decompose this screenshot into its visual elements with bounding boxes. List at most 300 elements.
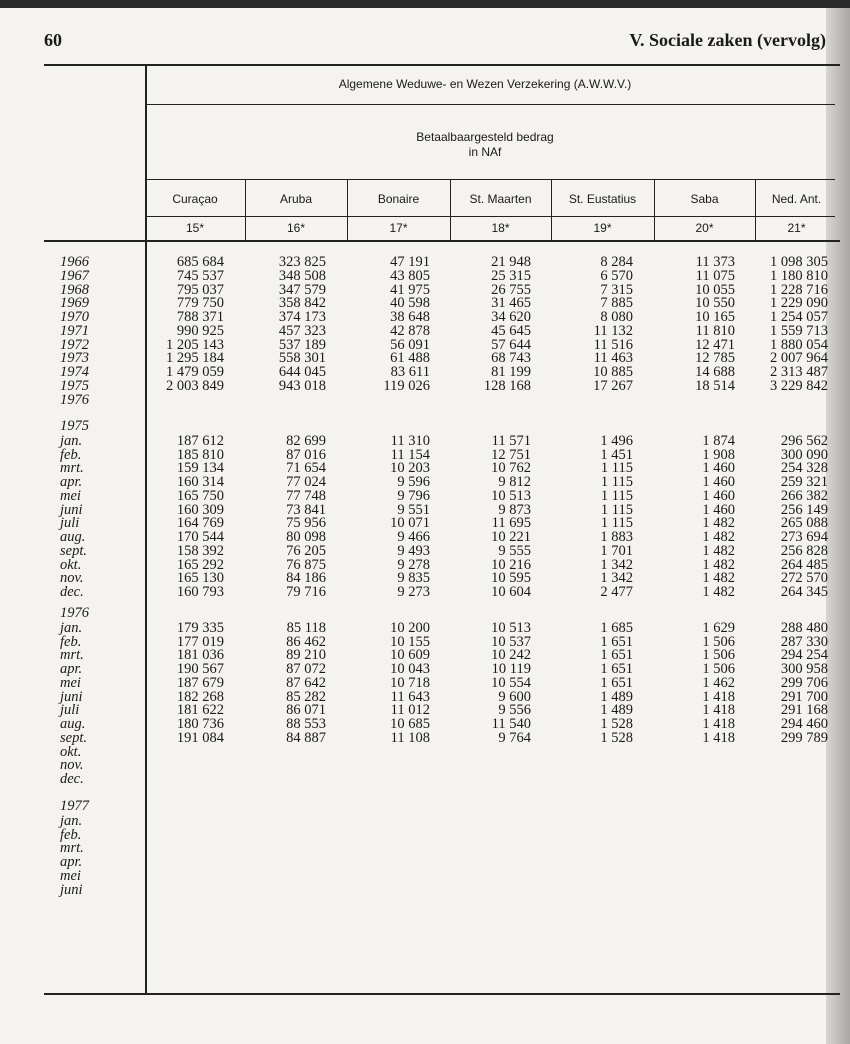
cell-value: 11 012 (390, 702, 430, 719)
cell-value: 1 460 (702, 460, 735, 477)
cell-value: 25 315 (491, 267, 531, 284)
row-label: 1968 (60, 281, 89, 298)
cell-value: 1 701 (600, 542, 633, 559)
cell-value: 56 091 (390, 336, 430, 353)
section-title: V. Sociale zaken (vervolg) (629, 30, 826, 50)
cell-value: 788 371 (176, 309, 224, 325)
cell-value: 288 480 (780, 619, 828, 636)
cell-value: 179 335 (176, 619, 224, 636)
row-label: dec. (60, 771, 84, 787)
row-label: nov. (60, 570, 84, 587)
cell-value: 1 098 305 (770, 254, 828, 270)
row-label: mei (60, 674, 81, 691)
cell-value: 2 477 (600, 584, 633, 600)
cell-value: 1 418 (702, 716, 735, 732)
cell-value: 1 651 (600, 661, 633, 677)
cell-value: 347 579 (278, 281, 326, 298)
cell-value: 1 874 (702, 432, 735, 449)
cell-value: 190 567 (176, 661, 224, 677)
column-number: 16* (286, 221, 306, 235)
row-label: mrt. (60, 840, 84, 857)
column-number: 17* (389, 221, 408, 235)
cell-value: 256 149 (780, 501, 828, 518)
row-label: 1970 (60, 309, 89, 325)
row-label: 1971 (60, 322, 89, 339)
cell-value: 259 321 (780, 474, 828, 490)
cell-value: 1 460 (702, 501, 735, 518)
cell-value: 11 154 (390, 446, 430, 463)
cell-value: 185 810 (176, 446, 224, 463)
column-header: Aruba (279, 192, 313, 206)
cell-value: 1 685 (600, 619, 633, 636)
cell-value: 558 301 (278, 350, 326, 367)
cell-value: 685 684 (176, 254, 224, 270)
cell-value: 9 555 (498, 542, 531, 559)
cell-value: 34 620 (491, 309, 531, 325)
cell-value: 1 418 (702, 688, 735, 705)
cell-value: 21 948 (491, 254, 531, 270)
block-header-row (0, 606, 850, 620)
column-number: 15* (185, 221, 205, 235)
cell-value: 61 488 (390, 350, 430, 367)
cell-value: 10 537 (491, 633, 531, 650)
cell-value: 160 793 (176, 584, 224, 600)
cell-value: 10 216 (491, 556, 531, 573)
cell-value: 10 718 (390, 674, 430, 691)
row-label: 1976 (60, 391, 89, 408)
row-label: 1975 (60, 377, 89, 394)
cell-value: 1 908 (702, 446, 735, 463)
cell-value: 294 460 (780, 716, 828, 732)
cell-value: 10 513 (491, 487, 531, 504)
cell-value: 1 205 143 (166, 336, 224, 353)
cell-value: 3 229 842 (770, 377, 828, 394)
cell-value: 10 221 (491, 529, 531, 545)
table-row (0, 621, 850, 635)
table-row (0, 544, 850, 558)
cell-value: 1 489 (600, 702, 633, 719)
cell-value: 18 514 (695, 377, 735, 394)
cell-value: 12 785 (695, 350, 735, 367)
cell-value: 1 295 184 (166, 350, 224, 367)
table-row (0, 869, 850, 883)
cell-value: 11 075 (695, 267, 735, 284)
cell-value: 47 191 (390, 254, 430, 270)
cell-value: 1 115 (600, 501, 633, 518)
cell-value: 1 482 (702, 529, 735, 545)
cell-value: 7 885 (600, 295, 633, 312)
cell-value: 17 267 (593, 377, 633, 394)
row-label: mrt. (60, 460, 84, 477)
cell-value: 457 323 (278, 322, 326, 339)
subtitle-line-1: Betaalbaargesteld bedrag (416, 130, 554, 144)
cell-value: 160 314 (176, 474, 224, 490)
cell-value: 71 654 (286, 460, 326, 477)
cell-value: 6 570 (600, 267, 633, 284)
column-header: St. Maarten (469, 192, 532, 206)
cell-value: 1 460 (702, 474, 735, 490)
cell-value: 644 045 (278, 364, 326, 380)
cell-value: 1 462 (702, 674, 735, 691)
cell-value: 119 026 (383, 377, 430, 394)
cell-value: 10 055 (695, 281, 735, 298)
row-label: okt. (60, 556, 82, 573)
cell-value: 11 810 (695, 322, 735, 339)
cell-value: 779 750 (176, 295, 224, 312)
cell-value: 10 554 (491, 674, 531, 691)
cell-value: 1 651 (600, 633, 633, 650)
cell-value: 165 750 (176, 487, 224, 504)
cell-value: 73 841 (286, 501, 326, 518)
cell-value: 10 200 (390, 619, 430, 636)
cell-value: 291 168 (780, 702, 828, 719)
cell-value: 990 925 (176, 322, 224, 339)
cell-value: 10 043 (390, 661, 430, 677)
cell-value: 57 644 (491, 336, 531, 353)
cell-value: 43 805 (390, 267, 430, 284)
cell-value: 11 310 (390, 432, 430, 449)
cell-value: 1 482 (702, 584, 735, 600)
subtitle-line-2: in NAf (468, 145, 502, 159)
cell-value: 11 373 (695, 254, 735, 270)
table-row (0, 717, 850, 731)
cell-value: 45 645 (491, 322, 531, 339)
table-row (0, 883, 850, 897)
cell-value: 745 537 (176, 267, 224, 284)
cell-value: 80 098 (286, 529, 326, 545)
cell-value: 9 812 (498, 474, 531, 490)
table-row (0, 255, 850, 269)
cell-value: 1 482 (702, 515, 735, 532)
cell-value: 68 743 (491, 350, 531, 367)
row-label: juni (60, 501, 83, 518)
cell-value: 256 828 (780, 542, 828, 559)
column-header: Bonaire (377, 192, 420, 206)
cell-value: 89 210 (286, 647, 326, 664)
cell-value: 87 642 (286, 674, 326, 691)
column-number: 18* (491, 221, 510, 235)
cell-value: 1 342 (600, 556, 633, 573)
cell-value: 85 118 (286, 619, 326, 636)
table-subtitle (145, 130, 825, 160)
cell-value: 1 228 716 (770, 281, 828, 298)
cell-value: 1 506 (702, 661, 735, 677)
cell-value: 9 551 (397, 501, 430, 518)
row-label: mrt. (60, 647, 84, 664)
row-label: aug. (60, 529, 86, 545)
table-row (0, 841, 850, 855)
cell-value: 1 229 090 (770, 295, 828, 312)
row-label: juli (60, 515, 80, 532)
cell-value: 81 199 (491, 364, 531, 380)
cell-value: 82 699 (286, 432, 326, 449)
cell-value: 187 612 (176, 432, 224, 449)
cell-value: 160 309 (176, 501, 224, 518)
cell-value: 170 544 (176, 529, 224, 545)
cell-value: 266 382 (780, 487, 828, 504)
row-label: juni (60, 688, 83, 705)
cell-value: 10 609 (390, 647, 430, 664)
cell-value: 12 751 (491, 446, 531, 463)
cell-value: 1 651 (600, 674, 633, 691)
cell-value: 26 755 (491, 281, 531, 298)
cell-value: 165 130 (176, 570, 224, 587)
cell-value: 191 084 (176, 729, 224, 746)
cell-value: 11 132 (593, 322, 633, 339)
row-label: feb. (60, 826, 82, 843)
cell-value: 300 090 (780, 446, 828, 463)
cell-value: 348 508 (278, 267, 326, 284)
cell-value: 9 493 (397, 542, 430, 559)
cell-value: 85 282 (286, 688, 326, 705)
cell-value: 264 345 (780, 584, 828, 600)
cell-value: 10 203 (390, 460, 430, 477)
row-label: mei (60, 867, 81, 884)
cell-value: 1 880 054 (770, 336, 828, 353)
cell-value: 1 115 (600, 487, 633, 504)
cell-value: 12 471 (695, 336, 735, 353)
cell-value: 11 108 (390, 729, 430, 746)
cell-value: 88 553 (286, 716, 326, 732)
cell-value: 83 611 (390, 364, 430, 380)
cell-value: 10 550 (695, 295, 735, 312)
cell-value: 77 024 (286, 474, 326, 490)
cell-value: 10 513 (491, 619, 531, 636)
cell-value: 9 835 (397, 570, 430, 587)
column-header: Saba (690, 192, 719, 206)
cell-value: 10 071 (390, 515, 430, 532)
cell-value: 291 700 (780, 688, 828, 705)
row-label: 1969 (60, 295, 89, 312)
cell-value: 86 462 (286, 633, 326, 650)
cell-value: 76 875 (286, 556, 326, 573)
cell-value: 10 595 (491, 570, 531, 587)
cell-value: 87 016 (286, 446, 326, 463)
cell-value: 9 796 (397, 487, 430, 504)
cell-value: 1 115 (600, 474, 633, 490)
cell-value: 177 019 (176, 633, 224, 650)
row-label: apr. (60, 854, 83, 870)
cell-value: 1 651 (600, 647, 633, 664)
cell-value: 42 878 (390, 322, 430, 339)
cell-value: 9 873 (498, 501, 531, 518)
cell-value: 180 736 (176, 716, 224, 732)
column-number: 21* (787, 221, 806, 235)
cell-value: 1 482 (702, 542, 735, 559)
cell-value: 1 506 (702, 647, 735, 664)
cell-value: 11 463 (593, 350, 633, 367)
cell-value: 1 482 (702, 570, 735, 587)
column-header: St. Eustatius (568, 192, 637, 206)
cell-value: 1 528 (600, 716, 633, 732)
cell-value: 10 119 (491, 661, 531, 677)
cell-value: 1 559 713 (770, 322, 828, 339)
cell-value: 11 571 (491, 432, 531, 449)
cell-value: 181 622 (176, 702, 224, 719)
page-number: 60 (44, 30, 62, 50)
cell-value: 8 284 (600, 254, 633, 270)
cell-value: 31 465 (491, 295, 531, 312)
cell-value: 299 789 (780, 729, 828, 746)
cell-value: 374 173 (278, 309, 326, 325)
row-label: nov. (60, 757, 84, 774)
cell-value: 358 842 (278, 295, 326, 312)
table-row (0, 855, 850, 869)
cell-value: 943 018 (278, 377, 326, 394)
table-row (0, 489, 850, 503)
scan-edge (0, 0, 850, 8)
cell-value: 1 115 (600, 515, 633, 532)
cell-value: 10 604 (491, 584, 531, 600)
cell-value: 264 485 (780, 556, 828, 573)
cell-value: 287 330 (780, 633, 828, 650)
cell-value: 1 342 (600, 570, 633, 587)
cell-value: 14 688 (695, 364, 735, 380)
cell-value: 76 205 (286, 542, 326, 559)
table-row (0, 814, 850, 828)
row-label: apr. (60, 661, 83, 677)
cell-value: 10 762 (491, 460, 531, 477)
cell-value: 9 273 (397, 584, 430, 600)
cell-value: 1 180 810 (770, 267, 828, 284)
cell-value: 2 007 964 (770, 350, 828, 367)
cell-value: 7 315 (600, 281, 633, 298)
cell-value: 75 956 (286, 515, 326, 532)
cell-value: 273 694 (780, 529, 828, 545)
row-label: 1972 (60, 336, 89, 353)
block-header-row (0, 799, 850, 813)
cell-value: 159 134 (176, 460, 224, 477)
cell-value: 1 528 (600, 729, 633, 746)
block-header-row (0, 419, 850, 433)
table-row (0, 745, 850, 759)
row-label: dec. (60, 584, 84, 600)
row-label: feb. (60, 633, 82, 650)
row-label: aug. (60, 716, 86, 732)
table-row (0, 393, 850, 407)
table-row (0, 434, 850, 448)
cell-value: 537 189 (278, 336, 326, 353)
table-row (0, 475, 850, 489)
block-year-label: 1977 (60, 798, 89, 814)
cell-value: 158 392 (176, 542, 224, 559)
cell-value: 323 825 (278, 254, 326, 270)
column-number: 19* (593, 221, 612, 235)
block-year-label: 1975 (60, 418, 89, 434)
table-row (0, 269, 850, 283)
table-row (0, 772, 850, 786)
cell-value: 11 643 (390, 688, 430, 705)
column-number: 20* (695, 221, 714, 235)
column-header: Ned. Ant. (771, 192, 822, 206)
table-title: Algemene Weduwe- en Wezen Verzekering (A.W.W.V.) (338, 77, 632, 91)
cell-value: 87 072 (286, 661, 326, 677)
cell-value: 187 679 (176, 674, 224, 691)
cell-value: 2 003 849 (166, 377, 224, 394)
cell-value: 84 186 (286, 570, 326, 587)
cell-value: 294 254 (780, 647, 828, 664)
cell-value: 10 242 (491, 647, 531, 664)
cell-value: 9 764 (498, 729, 531, 746)
cell-value: 1 418 (702, 729, 735, 746)
row-label: juni (60, 881, 83, 898)
row-label: jan. (60, 812, 83, 829)
cell-value: 10 685 (390, 716, 430, 732)
cell-value: 9 600 (498, 688, 531, 705)
table-row (0, 676, 850, 690)
cell-value: 2 313 487 (770, 364, 828, 380)
table-row (0, 585, 850, 599)
row-label: juli (60, 702, 80, 719)
table-row (0, 828, 850, 842)
cell-value: 38 648 (390, 309, 430, 325)
table-row (0, 310, 850, 324)
column-header: Curaçao (172, 192, 218, 206)
row-label: 1966 (60, 254, 89, 270)
cell-value: 9 278 (397, 556, 430, 573)
cell-value: 41 975 (390, 281, 430, 298)
row-label: jan. (60, 619, 83, 636)
cell-value: 77 748 (286, 487, 326, 504)
cell-value: 265 088 (780, 515, 828, 532)
cell-value: 84 887 (286, 729, 326, 746)
cell-value: 1 496 (600, 432, 633, 449)
cell-value: 10 885 (593, 364, 633, 380)
cell-value: 128 168 (483, 377, 531, 394)
row-label: 1974 (60, 364, 89, 380)
cell-value: 1 418 (702, 702, 735, 719)
cell-value: 254 328 (780, 460, 828, 477)
block-year-label: 1976 (60, 605, 89, 621)
cell-value: 1 482 (702, 556, 735, 573)
cell-value: 1 460 (702, 487, 735, 504)
row-label: feb. (60, 446, 82, 463)
cell-value: 8 080 (600, 309, 633, 325)
cell-value: 300 958 (780, 661, 828, 677)
cell-value: 795 037 (176, 281, 224, 298)
row-label: sept. (60, 729, 87, 746)
table-row (0, 530, 850, 544)
cell-value: 11 540 (491, 716, 531, 732)
row-label: apr. (60, 474, 83, 490)
cell-value: 1 479 059 (166, 364, 224, 380)
cell-value: 79 716 (286, 584, 326, 600)
cell-value: 1 254 057 (770, 309, 828, 325)
cell-value: 40 598 (390, 295, 430, 312)
cell-value: 1 629 (702, 619, 735, 636)
cell-value: 182 268 (176, 688, 224, 705)
cell-value: 11 695 (491, 515, 531, 532)
row-label: sept. (60, 542, 87, 559)
cell-value: 1 115 (600, 460, 633, 477)
table-row (0, 365, 850, 379)
cell-value: 1 883 (600, 529, 633, 545)
table-row (0, 324, 850, 338)
cell-value: 1 506 (702, 633, 735, 650)
cell-value: 272 570 (780, 570, 828, 587)
row-label: 1973 (60, 350, 89, 367)
table-row (0, 379, 850, 393)
cell-value: 11 516 (593, 336, 633, 353)
cell-value: 299 706 (780, 674, 828, 691)
row-label: mei (60, 487, 81, 504)
cell-value: 9 596 (397, 474, 430, 490)
cell-value: 9 556 (498, 702, 531, 719)
cell-value: 1 451 (600, 446, 633, 463)
cell-value: 86 071 (286, 702, 326, 719)
table-row (0, 731, 850, 745)
cell-value: 296 562 (780, 432, 828, 449)
